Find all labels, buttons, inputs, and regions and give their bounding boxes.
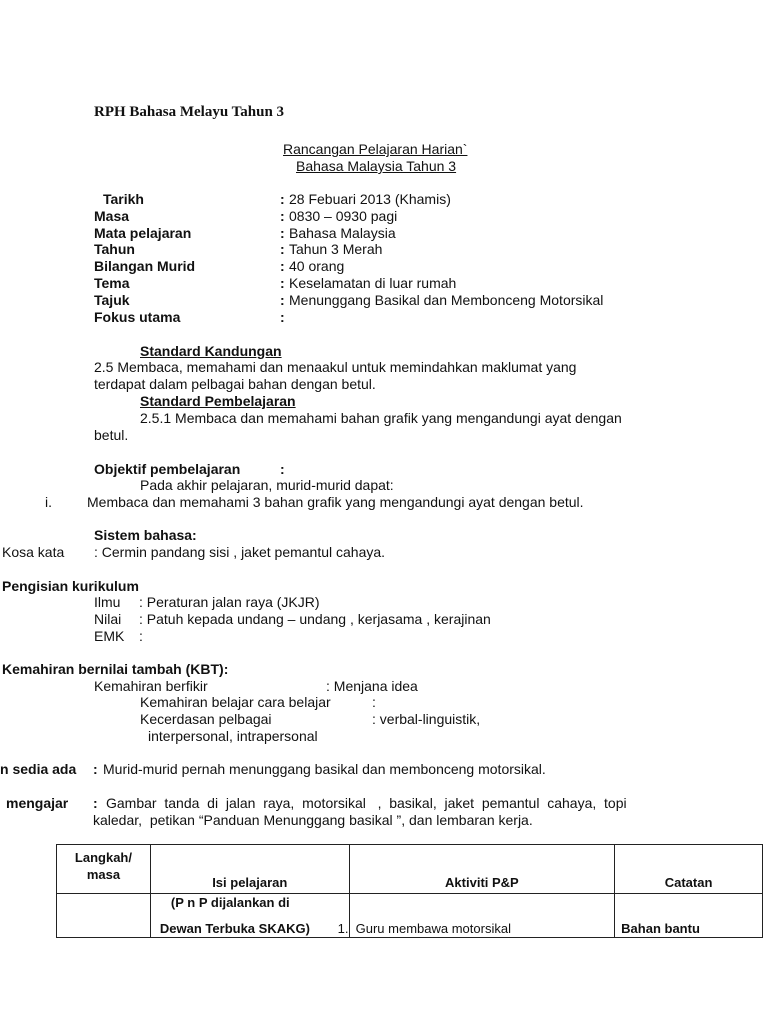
info-sep: : (280, 191, 285, 207)
table-row (57, 894, 763, 938)
info-label-masa: Masa (94, 208, 130, 224)
info-label-tema: Tema (94, 275, 130, 291)
header-masa-line: masa (86, 867, 121, 882)
ilmu-label: Ilmu (94, 594, 121, 610)
objektif-item: Membaca dan memahami 3 bahan grafik yang mengandungi ayat dengan betul. (87, 494, 584, 510)
cell-aktiviti (337, 894, 615, 938)
doc-title-line-1: Rancangan Pelajaran Harian` (283, 141, 468, 157)
kosa-kata-label: Kosa kata (2, 544, 65, 560)
sedia-ada-sep: : (93, 761, 98, 777)
ilmu-value: : Peraturan jalan raya (JKJR) (139, 594, 320, 610)
header-catatan: Catatan (615, 845, 763, 894)
kosa-kata-value: : Cermin pandang sisi , jaket pemantul cahaya. (94, 544, 386, 560)
header-isi-pelajaran: Isi pelajaran (150, 845, 349, 894)
objektif-sep: : (280, 461, 285, 477)
info-sep: : (280, 258, 285, 274)
kbt-kecerdasan-value-2: interpersonal, intrapersonal (148, 728, 318, 744)
bahan-sep: : (93, 795, 98, 811)
info-sep: : (280, 241, 285, 257)
sedia-ada-value: Murid-murid pernah menunggang basikal dan membonceng motorsikal. (103, 761, 546, 777)
bahan-value: Gambar tanda di jalan raya, motorsikal , basikal, jaket pemantul cahaya, topi (106, 795, 627, 811)
info-label-fokus-utama: Fokus utama (94, 309, 181, 325)
catatan-text: Bahan bantu (621, 921, 700, 936)
info-sep: : (280, 208, 285, 224)
standard-kandungan-heading: Standard Kandungan (140, 343, 282, 359)
info-value-tahun: Tahun 3 Merah (289, 241, 383, 257)
pengisian-heading: Pengisian kurikulum (2, 578, 139, 594)
cell-catatan (615, 894, 763, 938)
kbt-kecerdasan-label: Kecerdasan pelbagai (140, 711, 272, 727)
header-langkah-line: Langkah/ (74, 850, 132, 865)
emk-value: : (139, 628, 143, 644)
info-sep: : (280, 275, 285, 291)
header-langkah-masa (57, 845, 151, 894)
standard-pembelajaran-text-2: betul. (94, 427, 129, 443)
standard-pembelajaran-heading: Standard Pembelajaran (140, 393, 296, 409)
info-sep: : (280, 225, 285, 241)
objektif-heading: Objektif pembelajaran (94, 461, 241, 477)
info-label-tahun: Tahun (94, 241, 135, 257)
lesson-table (56, 844, 763, 938)
info-value-bilangan-murid: 40 orang (289, 258, 345, 274)
doc-title-line-2: Bahasa Malaysia Tahun 3 (296, 158, 457, 174)
nilai-label: Nilai (94, 611, 122, 627)
info-value-mata-pelajaran: Bahasa Malaysia (289, 225, 396, 241)
header-title: RPH Bahasa Melayu Tahun 3 (94, 104, 285, 120)
sedia-ada-label: n sedia ada (0, 761, 77, 777)
standard-kandungan-text: 2.5 Membaca, memahami dan menaakul untuk memindahkan maklumat yang (94, 359, 577, 375)
info-label-tarikh: Tarikh (103, 191, 144, 207)
info-label-mata-pelajaran: Mata pelajaran (94, 225, 192, 241)
header-aktiviti: Aktiviti P&P (349, 845, 615, 894)
info-value-tema: Keselamatan di luar rumah (289, 275, 457, 291)
table-header-row (57, 845, 763, 894)
nilai-value: : Patuh kepada undang – undang , kerjasama , kerajinan (139, 611, 491, 627)
cell-isi-pelajaran (150, 894, 349, 938)
objektif-item-number: i. (45, 494, 52, 510)
aktiviti-text: Guru membawa motorsikal (355, 921, 511, 936)
info-value-tajuk: Menunggang Basikal dan Membonceng Motorsikal (289, 292, 604, 308)
emk-label: EMK (94, 628, 125, 644)
isi-line-1: (P n P dijalankan di (170, 895, 290, 910)
kbt-belajar-label: Kemahiran belajar cara belajar (140, 694, 331, 710)
sistem-bahasa-heading: Sistem bahasa: (94, 527, 197, 543)
kbt-kecerdasan-value: : verbal-linguistik, (372, 711, 481, 727)
info-value-masa: 0830 – 0930 pagi (289, 208, 398, 224)
standard-kandungan-text-2: terdapat dalam pelbagai bahan dengan betul. (94, 376, 376, 392)
kbt-belajar-value: : (372, 694, 376, 710)
kbt-berfikir-value: : Menjana idea (326, 678, 418, 694)
cell-langkah (57, 894, 151, 938)
standard-pembelajaran-text: 2.5.1 Membaca dan memahami bahan grafik yang mengandungi ayat dengan (140, 410, 622, 426)
bahan-label: mengajar (6, 795, 69, 811)
info-sep: : (280, 292, 285, 308)
info-sep: : (280, 309, 285, 325)
aktiviti-number: 1. (337, 921, 349, 936)
isi-line-2: Dewan Terbuka SKAKG) (159, 921, 310, 936)
objektif-intro: Pada akhir pelajaran, murid-murid dapat: (140, 477, 394, 493)
info-value-tarikh: 28 Febuari 2013 (Khamis) (289, 191, 451, 207)
info-label-tajuk: Tajuk (94, 292, 130, 308)
kbt-berfikir-label: Kemahiran berfikir (94, 678, 208, 694)
bahan-value-2: kaledar, petikan “Panduan Menunggang basikal ”, dan lembaran kerja. (93, 812, 533, 828)
kbt-heading: Kemahiran bernilai tambah (KBT): (2, 661, 229, 677)
info-label-bilangan-murid: Bilangan Murid (94, 258, 196, 274)
